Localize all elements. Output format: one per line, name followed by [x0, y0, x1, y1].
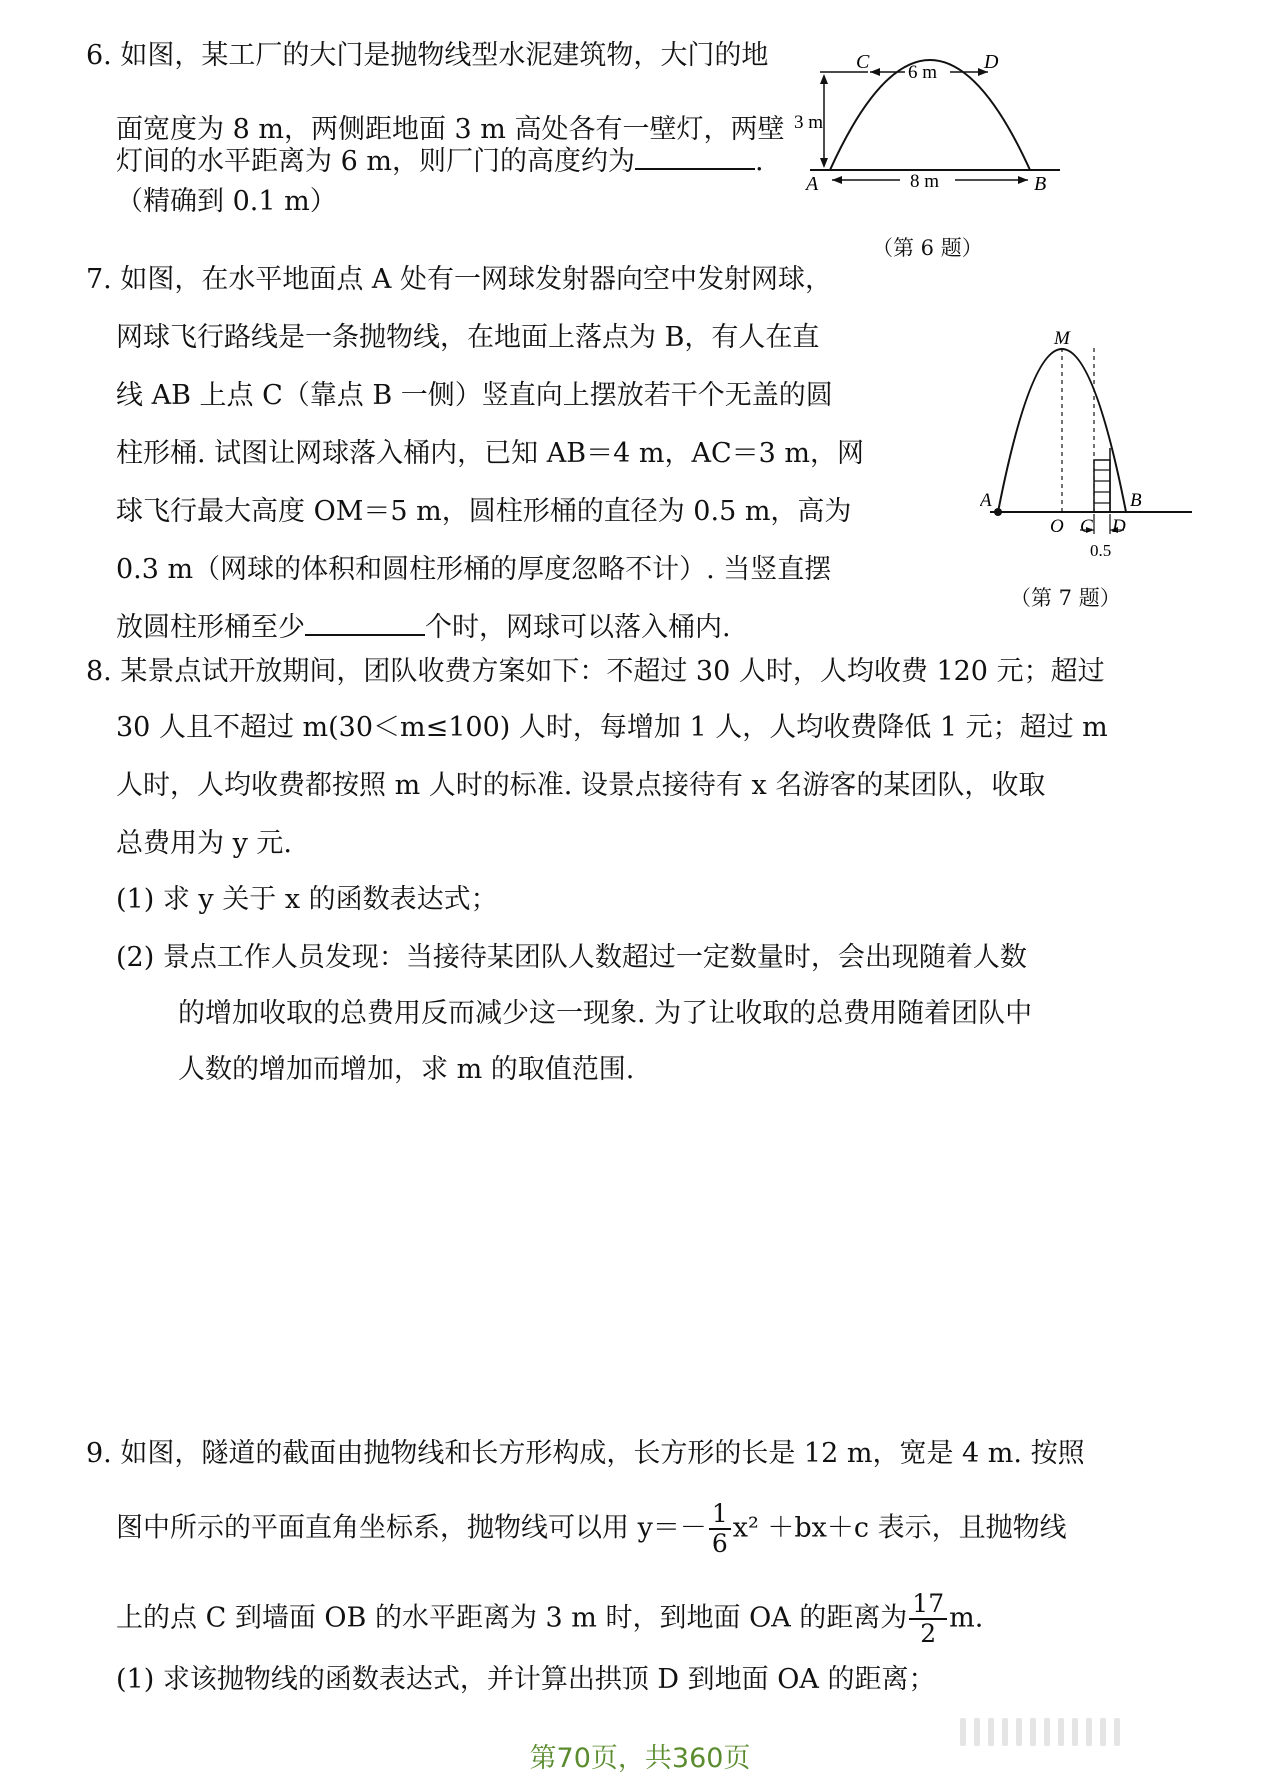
- q7-line-4: 柱形桶. 试图让网球落入桶内，已知 AB＝4 m，AC＝3 m，网: [116, 438, 864, 469]
- q8-line-4: 总费用为 y 元.: [116, 828, 293, 859]
- q7-line-7-wrap: [116, 610, 731, 646]
- q6-line-2: 面宽度为 8 m，两侧距地面 3 m 高处各有一壁灯，两壁: [116, 114, 785, 145]
- q9-line-1: 9. 如图，隧道的截面由抛物线和长方形构成，长方形的长是 12 m，宽是 4 m. 按照: [86, 1438, 1085, 1469]
- q8-part-2-line-3: 人数的增加而增加，求 m 的取值范围.: [178, 1054, 635, 1085]
- q7-line-7-end: 个时，网球可以落入桶内.: [425, 612, 731, 643]
- q9-line-3-pre: 上的点 C 到墙面 OB 的水平距离为 3 m 时，到地面 OA 的距离为: [116, 1602, 908, 1634]
- q9-line-2-pre: 图中所示的平面直角坐标系，抛物线可以用 y＝－: [116, 1512, 707, 1544]
- q9-fraction-one-sixth: [709, 1500, 731, 1558]
- q7-label-O: O: [1050, 516, 1064, 537]
- q6-label-D: D: [984, 51, 999, 73]
- q6-label-A: A: [806, 173, 819, 195]
- q6-line-3: 灯间的水平距离为 6 m，则厂门的高度约为: [116, 146, 635, 177]
- q8-line-1: 8. 某景点试开放期间，团队收费方案如下：不超过 30 人时，人均收费 120 元；超过: [86, 656, 1105, 687]
- q9-frac2-numerator: 17: [909, 1590, 947, 1620]
- q7-label-B: B: [1130, 490, 1142, 511]
- q7-line-1: 7. 如图，在水平地面点 A 处有一网球发射器向空中发射网球，: [86, 264, 833, 295]
- q6-line-3-end: .: [754, 146, 764, 177]
- q9-line-2-post: x² ＋bx＋c 表示，且抛物线: [732, 1512, 1067, 1544]
- q6-line-4: （精确到 0.1 m）: [116, 186, 337, 217]
- q9-line-2: [116, 1500, 1067, 1558]
- q9-line-3-post: m.: [949, 1602, 984, 1634]
- q6-label-6m: 6 m: [908, 62, 938, 83]
- q8-line-2: 30 人且不超过 m(30＜m≤100) 人时，每增加 1 人，人均收费降低 1 元；超过 m: [116, 712, 1108, 743]
- q7-line-5: 球飞行最大高度 OM＝5 m，圆柱形桶的直径为 0.5 m，高为: [116, 496, 852, 527]
- q7-label-C: C: [1080, 516, 1093, 537]
- q8-part-2-line-2: 的增加收取的总费用反而减少这一现象. 为了让收取的总费用随着团队中: [178, 998, 1033, 1029]
- q6-caption: （第 6 题）: [872, 236, 983, 260]
- q9-frac2-denominator: 2: [920, 1619, 937, 1648]
- q9-part-1: (1) 求该抛物线的函数表达式，并计算出拱顶 D 到地面 OA 的距离；: [116, 1664, 936, 1695]
- q7-caption: （第 7 题）: [1010, 586, 1121, 610]
- q6-label-B: B: [1034, 173, 1047, 195]
- q6-gate-figure: [790, 30, 1080, 220]
- q6-label-3m: 3 m: [794, 112, 824, 133]
- q7-line-6: 0.3 m（网球的体积和圆柱形桶的厚度忽略不计）. 当竖直摆: [116, 554, 832, 585]
- q7-line-7: 放圆柱形桶至少: [116, 612, 305, 643]
- q6-line-1: 6. 如图，某工厂的大门是抛物线型水泥建筑物，大门的地: [86, 40, 769, 71]
- q6-answer-blank: [635, 144, 755, 170]
- page-number: 第70页，共360页: [529, 1743, 751, 1774]
- q8-part-1: (1) 求 y 关于 x 的函数表达式；: [116, 884, 498, 915]
- q9-fraction-seventeen-halves: [909, 1590, 947, 1648]
- q9-frac1-numerator: 1: [709, 1500, 731, 1530]
- q7-label-M: M: [1054, 328, 1070, 349]
- q8-line-3: 人时，人均收费都按照 m 人时的标准. 设景点接待有 x 名游客的某团队，收取: [116, 770, 1046, 801]
- q7-tennis-figure: [980, 316, 1200, 576]
- q6-line-3-wrap: [116, 144, 764, 180]
- q7-label-D: D: [1112, 516, 1126, 537]
- q9-frac1-denominator: 6: [711, 1529, 728, 1558]
- q9-line-3: [116, 1590, 983, 1648]
- watermark-marks: [960, 1718, 1220, 1754]
- q7-label-A: A: [980, 490, 992, 511]
- q7-label-width: 0.5: [1090, 541, 1112, 560]
- q7-answer-blank: [305, 610, 425, 636]
- q8-part-2-line-1: (2) 景点工作人员发现：当接待某团队人数超过一定数量时，会出现随着人数: [116, 942, 1027, 973]
- q6-label-8m: 8 m: [910, 171, 940, 192]
- q7-line-3: 线 AB 上点 C（靠点 B 一侧）竖直向上摆放若干个无盖的圆: [116, 380, 833, 411]
- q7-line-2: 网球飞行路线是一条抛物线，在地面上落点为 B，有人在直: [116, 322, 820, 353]
- q6-label-C: C: [856, 51, 870, 73]
